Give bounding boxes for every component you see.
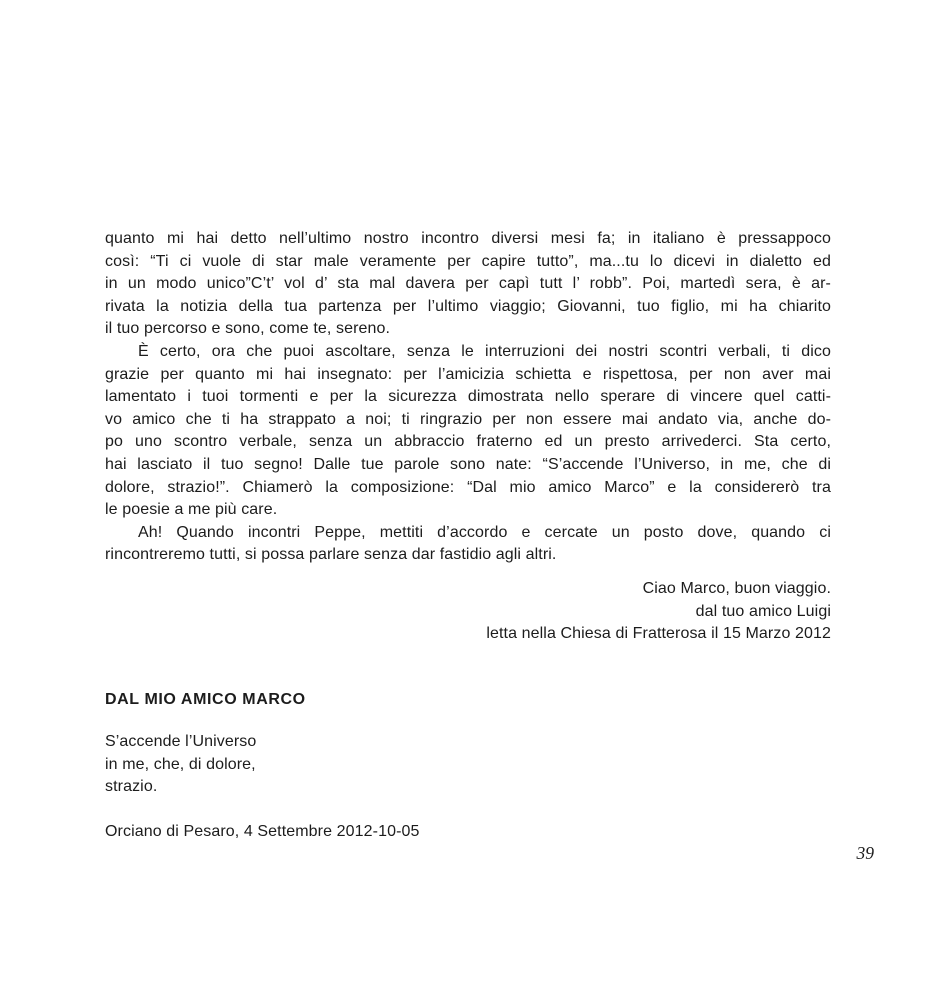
text-line: il tuo percorso e sono, come te, sereno. (105, 320, 391, 338)
text-line: È certo, ora che puoi ascoltare, senza le interruzioni dei nostri scontri verbali, ti dico (138, 342, 831, 360)
text-line: rincontreremo tutti, si possa parlare senza dar fastidio agli altri. (105, 546, 557, 564)
text-line: Ah! Quando incontri Peppe, mettiti d’accordo e cercate un posto dove, quando ci (138, 523, 831, 541)
text-line: quanto mi hai detto nell’ultimo nostro incontro diversi mesi fa; in italiano è pressappoco (105, 230, 831, 247)
text-line: lamentato i tuoi tormenti e per la sicurezza dimostrata nello sperare di vincere quel catti- (105, 388, 831, 406)
page-number: 39 (856, 843, 874, 863)
poem-line: S’accende l’Universo (105, 733, 257, 751)
letter-closing (105, 578, 831, 646)
poem-title: DAL MIO AMICO MARCO (105, 690, 306, 708)
dateline: Orciano di Pesaro, 4 Settembre 2012-10-05 (105, 823, 420, 841)
page-text-block (105, 228, 831, 844)
closing-line: Ciao Marco, buon viaggio. (642, 579, 831, 597)
closing-line: letta nella Chiesa di Fratterosa il 15 Marzo 2012 (486, 625, 831, 643)
text-line: rivata la notizia della tua partenza per l’ultimo viaggio; Giovanni, tuo figlio, mi ha chiarito (105, 297, 831, 315)
closing-line: dal tuo amico Luigi (695, 602, 831, 620)
text-line: vo amico che ti ha strappato a noi; ti ringrazio per non essere mai andato via, anche do- (105, 410, 831, 428)
text-line: dolore, strazio!”. Chiamerò la composizione: “Dal mio amico Marco” e la considererò tra (105, 478, 831, 496)
text-line: le poesie a me più care. (105, 501, 278, 519)
text-line: così: “Ti ci vuole di star male veramente per capire tutto”, ma...tu lo dicevi in dialetto ed (105, 252, 831, 270)
text-line: hai lasciato il tuo segno! Dalle tue parole sono nate: “S’accende l’Universo, in me, che di (105, 455, 831, 473)
text-line: po uno scontro verbale, senza un abbraccio fraterno ed un presto arrivederci. Sta certo, (105, 433, 831, 451)
poem-block (105, 731, 831, 799)
paragraph (105, 522, 831, 567)
paragraph (105, 228, 831, 341)
paragraph (105, 341, 831, 522)
poem-line: in me, che, di dolore, (105, 755, 256, 773)
text-line: grazie per quanto mi hai insegnato: per l’amicizia schietta e rispettosa, per non aver mai (105, 365, 831, 383)
poem-line: strazio. (105, 778, 158, 796)
text-line: in un modo unico”C’t’ vol d’ sta mal davera per capì tutt l’ robb”. Poi, martedì sera, è ar- (105, 275, 831, 293)
